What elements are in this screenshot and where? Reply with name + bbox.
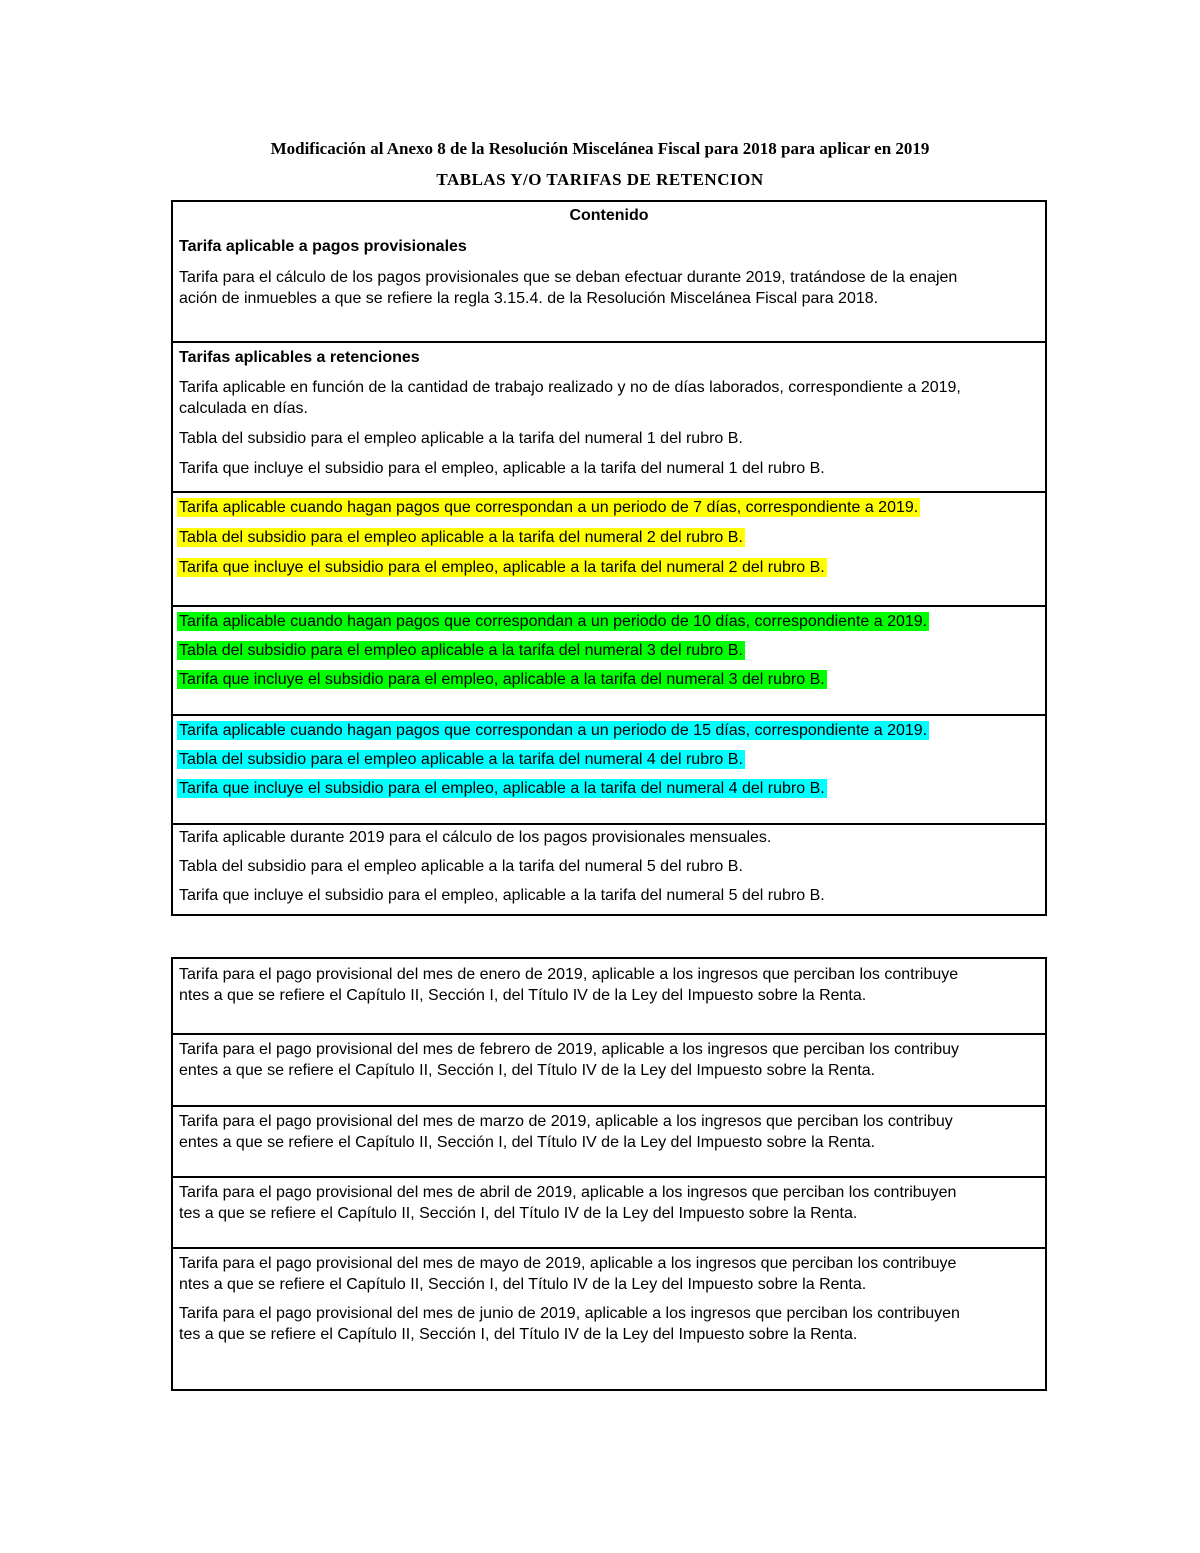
row-line: Tarifa para el pago provisional del mes de abril de 2019, aplicable a los ingresos que perciban los contribuyen (179, 1184, 957, 1201)
highlighted-line: Tarifa aplicable cuando hagan pagos que correspondan a un periodo de 15 días, correspondiente a 2019. (179, 722, 928, 739)
section-line: Tarifa para el cálculo de los pagos provisionales que se deban efectuar durante 2019, tratándose de la enajen (179, 269, 958, 286)
section-line: Tarifa que incluye el subsidio para el empleo, aplicable a la tarifa del numeral 1 del rubro B. (179, 460, 825, 477)
highlighted-line: Tarifa que incluye el subsidio para el empleo, aplicable a la tarifa del numeral 4 del rubro B. (179, 780, 825, 797)
row-line: tes a que se refiere el Capítulo II, Sección I, del Título IV de la Ley del Impuesto sobre la Renta. (179, 1326, 858, 1343)
row-line: Tarifa para el pago provisional del mes de junio de 2019, aplicable a los ingresos que perciban los contribuyen (179, 1305, 960, 1322)
section-line: Tabla del subsidio para el empleo aplicable a la tarifa del numeral 5 del rubro B. (179, 858, 743, 875)
row-mayo-junio (173, 1247, 1045, 1389)
section-7-dias (173, 491, 1045, 605)
highlighted-line: Tarifa aplicable cuando hagan pagos que correspondan a un periodo de 10 días, correspondiente a 2019. (179, 613, 928, 630)
row-line: ntes a que se refiere el Capítulo II, Sección I, del Título IV de la Ley del Impuesto sobre la Renta. (179, 1276, 867, 1293)
section-retenciones (173, 341, 1045, 491)
section-heading: Tarifas aplicables a retenciones (179, 349, 420, 366)
section-line: Tabla del subsidio para el empleo aplicable a la tarifa del numeral 1 del rubro B. (179, 430, 743, 447)
row-enero (173, 959, 1045, 1033)
row-line: entes a que se refiere el Capítulo II, Sección I, del Título IV de la Ley del Impuesto sobre la Renta. (179, 1134, 876, 1151)
section-line: Tarifa aplicable durante 2019 para el cálculo de los pagos provisionales mensuales. (179, 829, 772, 846)
highlighted-line: Tarifa que incluye el subsidio para el empleo, aplicable a la tarifa del numeral 3 del rubro B. (179, 671, 825, 688)
row-marzo (173, 1105, 1045, 1176)
highlighted-line: Tabla del subsidio para el empleo aplicable a la tarifa del numeral 3 del rubro B. (179, 642, 743, 659)
monthly-table (171, 957, 1047, 1391)
section-line: Tarifa aplicable en función de la cantidad de trabajo realizado y no de días laborados, correspondiente a 2019, (179, 379, 961, 396)
section-line: Tarifa que incluye el subsidio para el empleo, aplicable a la tarifa del numeral 5 del rubro B. (179, 887, 825, 904)
document-title: Modificación al Anexo 8 de la Resolución Miscelánea Fiscal para 2018 para aplicar en 2019 (270, 139, 930, 158)
section-line: ación de inmuebles a que se refiere la regla 3.15.4. de la Resolución Miscelánea Fiscal para 2018. (179, 290, 879, 307)
row-line: Tarifa para el pago provisional del mes de mayo de 2019, aplicable a los ingresos que perciban los contribuye (179, 1255, 957, 1272)
section-pagos-provisionales (173, 202, 1045, 341)
section-15-dias (173, 714, 1045, 823)
row-line: Tarifa para el pago provisional del mes de enero de 2019, aplicable a los ingresos que perciban los contribuye (179, 966, 959, 983)
row-line: Tarifa para el pago provisional del mes de febrero de 2019, aplicable a los ingresos que perciban los contribuy (179, 1041, 960, 1058)
row-line: Tarifa para el pago provisional del mes de marzo de 2019, aplicable a los ingresos que perciban los contribuy (179, 1113, 953, 1130)
highlighted-line: Tabla del subsidio para el empleo aplicable a la tarifa del numeral 2 del rubro B. (179, 529, 743, 546)
row-febrero (173, 1033, 1045, 1105)
section-heading: Tarifa aplicable a pagos provisionales (179, 238, 467, 255)
contents-heading: Contenido (569, 207, 649, 224)
highlighted-line: Tarifa que incluye el subsidio para el empleo, aplicable a la tarifa del numeral 2 del rubro B. (179, 559, 825, 576)
highlighted-line: Tabla del subsidio para el empleo aplicable a la tarifa del numeral 4 del rubro B. (179, 751, 743, 768)
section-mensuales (173, 823, 1045, 914)
section-10-dias (173, 605, 1045, 714)
highlighted-line: Tarifa aplicable cuando hagan pagos que correspondan a un periodo de 7 días, correspondiente a 2019. (179, 499, 919, 516)
document-subtitle: TABLAS Y/O TARIFAS DE RETENCION (436, 170, 764, 189)
contents-table (171, 200, 1047, 916)
row-abril (173, 1176, 1045, 1247)
row-line: ntes a que se refiere el Capítulo II, Sección I, del Título IV de la Ley del Impuesto sobre la Renta. (179, 987, 867, 1004)
row-line: entes a que se refiere el Capítulo II, Sección I, del Título IV de la Ley del Impuesto sobre la Renta. (179, 1062, 876, 1079)
row-line: tes a que se refiere el Capítulo II, Sección I, del Título IV de la Ley del Impuesto sobre la Renta. (179, 1205, 858, 1222)
section-line: calculada en días. (179, 400, 308, 417)
